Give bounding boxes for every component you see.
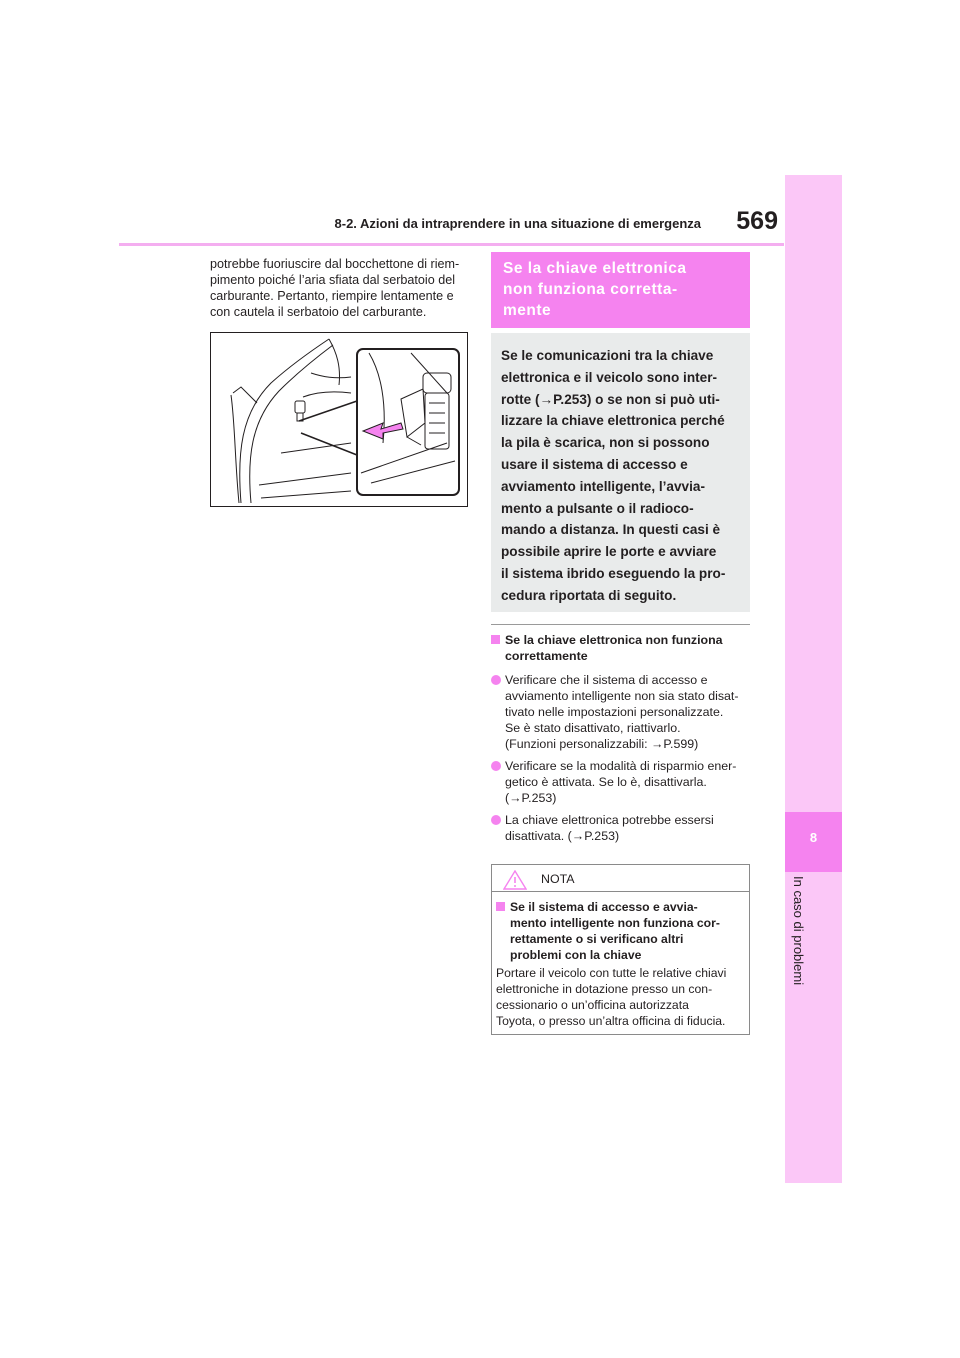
notice-subheading (496, 899, 746, 963)
square-bullet-icon (491, 635, 500, 644)
notice-body-line: cessionario o un’officina autorizzata (496, 998, 689, 1012)
notice-title: NOTA (541, 872, 575, 886)
bullet-line: Verificare che il sistema di accesso e (505, 673, 708, 687)
round-bullet-icon (491, 761, 501, 771)
summary-line: il sistema ibrido eseguendo la pro- (501, 565, 726, 581)
chapter-number: 8 (809, 830, 818, 845)
notice-box (491, 864, 750, 1035)
summary-line: avviamento intelligente, l’avvia- (501, 478, 705, 494)
round-bullet-icon (491, 815, 501, 825)
summary-line: possibile aprire le porte e avviare (501, 544, 717, 560)
notice-body-line: Portare il veicolo con tutte le relative chiavi (496, 966, 727, 980)
bullet-line: (→P.253) (505, 791, 557, 805)
info-bullet (491, 672, 753, 752)
bullet-line: disattivata. (→P.253) (505, 829, 620, 843)
notice-body-line: Toyota, o presso un’altra officina di fiducia. (496, 1014, 726, 1028)
section-heading-line: non funziona corretta- (503, 281, 678, 298)
notice-subheading-line: rettamente o si verificano altri (510, 932, 684, 946)
intro-line: pimento poiché l’aria sfiata dal serbatoio del (210, 273, 456, 287)
chapter-label-wrapper (786, 876, 810, 1026)
notice-subheading-line: Se il sistema di accesso e avvia- (510, 900, 698, 914)
notice-body-line: elettroniche in dotazione presso un con- (496, 982, 713, 996)
header-divider (119, 243, 784, 246)
square-bullet-icon (496, 902, 505, 911)
intro-line: potrebbe fuoriuscire dal bocchettone di riem- (210, 257, 460, 271)
section-heading-line: Se la chiave elettronica (503, 260, 687, 277)
fuel-filler-figure (210, 332, 468, 507)
bullet-line: getico è attivata. Se lo è, disattivarla. (505, 775, 707, 789)
bullet-line: (Funzioni personalizzabili: →P.599) (505, 737, 699, 751)
notice-header (492, 865, 749, 892)
page-number: 569 (736, 207, 778, 235)
info-heading (491, 632, 753, 664)
summary-line: Se le comunicazioni tra la chiave (501, 348, 714, 363)
summary-box (491, 333, 750, 612)
summary-line: rotte (→P.253) o se non si può uti- (501, 391, 720, 407)
bullet-line: avviamento intelligente non sia stato disat- (505, 689, 739, 703)
info-bullet (491, 758, 753, 806)
summary-line: usare il sistema di accesso e (501, 456, 688, 472)
notice-body (496, 965, 748, 1029)
chapter-side-strip (785, 175, 842, 1183)
bullet-line: tivato nelle impostazioni personalizzate. (505, 705, 724, 719)
warning-triangle-icon (503, 870, 527, 890)
info-heading-line: Se la chiave elettronica non funziona (505, 633, 723, 647)
summary-line: la pila è scarica, non si possono (501, 435, 710, 451)
summary-line: mento a pulsante o il radioco- (501, 500, 694, 516)
chapter-label: In caso di problemi (791, 876, 806, 986)
summary-line: lizzare la chiave elettronica perché (501, 413, 725, 429)
bullet-line: Verificare se la modalità di risparmio ener- (505, 759, 737, 773)
section-title: 8-2. Azioni da intraprendere in una situazione di emergenza (334, 216, 701, 231)
section-heading-line: mente (503, 302, 552, 319)
summary-line: elettronica e il veicolo sono inter- (501, 369, 718, 385)
bullet-line: La chiave elettronica potrebbe essersi (505, 813, 714, 827)
summary-line: mando a distanza. In questi casi è (501, 522, 721, 538)
notice-subheading-line: mento intelligente non funziona cor- (510, 916, 720, 930)
intro-line: carburante. Pertanto, riempire lentamente e (210, 289, 454, 303)
intro-line: con cautela il serbatoio del carburante. (210, 305, 427, 319)
intro-paragraph (210, 256, 470, 320)
bullet-line: Se è stato disattivato, riattivarlo. (505, 721, 681, 735)
info-divider (491, 624, 750, 625)
section-heading-banner (491, 252, 750, 328)
info-heading-line: correttamente (505, 649, 588, 663)
notice-subheading-line: problemi con la chiave (510, 948, 642, 962)
round-bullet-icon (491, 675, 501, 685)
summary-line: cedura riportata di seguito. (501, 587, 677, 603)
fuel-filler-illustration-icon (211, 333, 466, 505)
info-bullet (491, 812, 753, 844)
